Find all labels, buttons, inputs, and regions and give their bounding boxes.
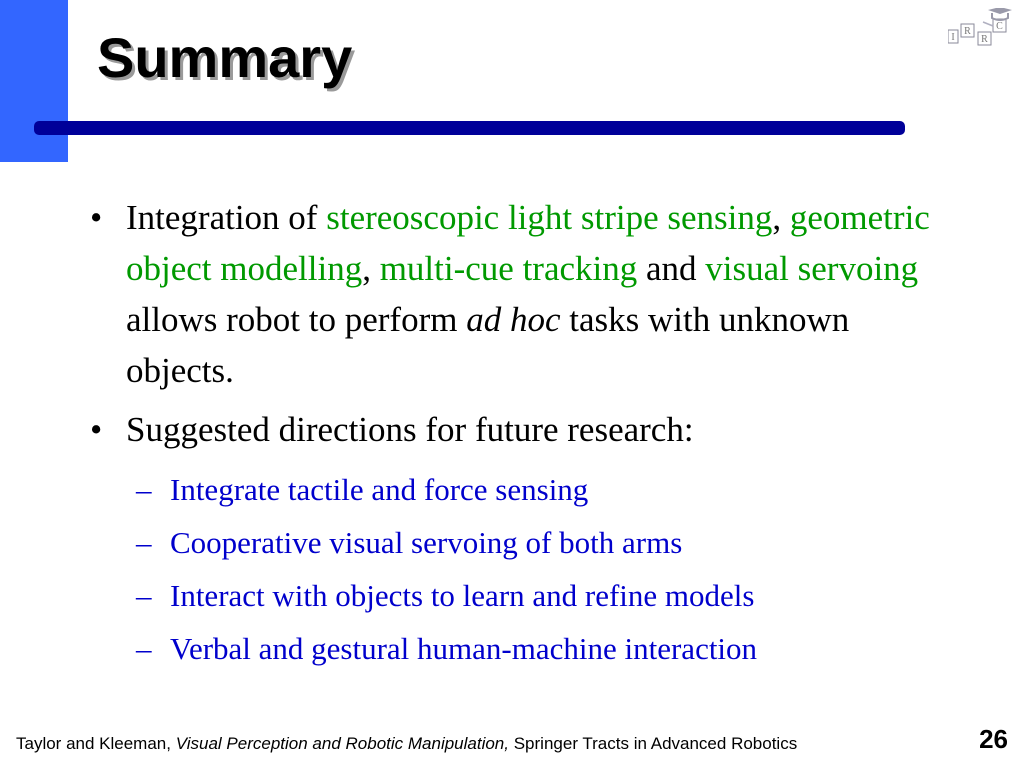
bullet-text: , — [772, 198, 790, 237]
svg-text:C: C — [996, 21, 1003, 32]
sub-bullet-list — [90, 463, 950, 675]
sub-item-tactile-force — [90, 463, 950, 516]
footer-citation — [16, 734, 797, 754]
bullet-text: Suggested directions for future research: — [126, 410, 694, 449]
sub-marker: – — [136, 525, 152, 560]
bullet-text: allows robot to perform — [126, 300, 467, 339]
footer-series: Springer Tracts in Advanced Robotics — [509, 734, 798, 753]
bullet-integration — [90, 192, 950, 396]
sub-item-interact-objects — [90, 569, 950, 622]
sub-marker: – — [136, 631, 152, 666]
italic-term: ad hoc — [466, 300, 561, 339]
bullet-future-research — [90, 404, 950, 455]
bullet-text: and — [637, 249, 706, 288]
svg-text:R: R — [981, 34, 988, 45]
sub-marker: – — [136, 472, 152, 507]
bullet-text: tasks with unknown objects. — [126, 300, 850, 390]
svg-text:R: R — [964, 26, 971, 37]
page-number: 26 — [979, 724, 1008, 754]
sub-item-verbal-gestural — [90, 622, 950, 675]
bullet-list — [90, 192, 950, 675]
accent-block — [0, 0, 68, 162]
sub-item-text: Integrate tactile and force sensing — [170, 472, 589, 507]
sub-item-text: Interact with objects to learn and refine models — [170, 578, 755, 613]
slide-title: Summary — [97, 26, 353, 89]
footer-book-title: Visual Perception and Robotic Manipulation, — [175, 734, 509, 753]
irrc-logo — [948, 8, 1014, 48]
highlight-term: geometric object modelling — [126, 198, 930, 288]
bullet-text: , — [362, 249, 380, 288]
footer-authors: Taylor and Kleeman, — [16, 734, 176, 753]
highlight-term: visual servoing — [705, 249, 919, 288]
sub-item-text: Verbal and gestural human-machine interaction — [170, 631, 758, 666]
title-underline-bar — [34, 121, 905, 135]
bullet-marker: • — [90, 410, 103, 449]
bullet-marker: • — [90, 198, 103, 237]
sub-item-cooperative-servoing — [90, 516, 950, 569]
highlight-term: stereoscopic light stripe sensing — [326, 198, 773, 237]
svg-text:I: I — [951, 32, 955, 43]
sub-marker: – — [136, 578, 152, 613]
bullet-text: Integration of — [126, 198, 327, 237]
sub-item-text: Cooperative visual servoing of both arms — [170, 525, 683, 560]
highlight-term: multi-cue tracking — [379, 249, 638, 288]
